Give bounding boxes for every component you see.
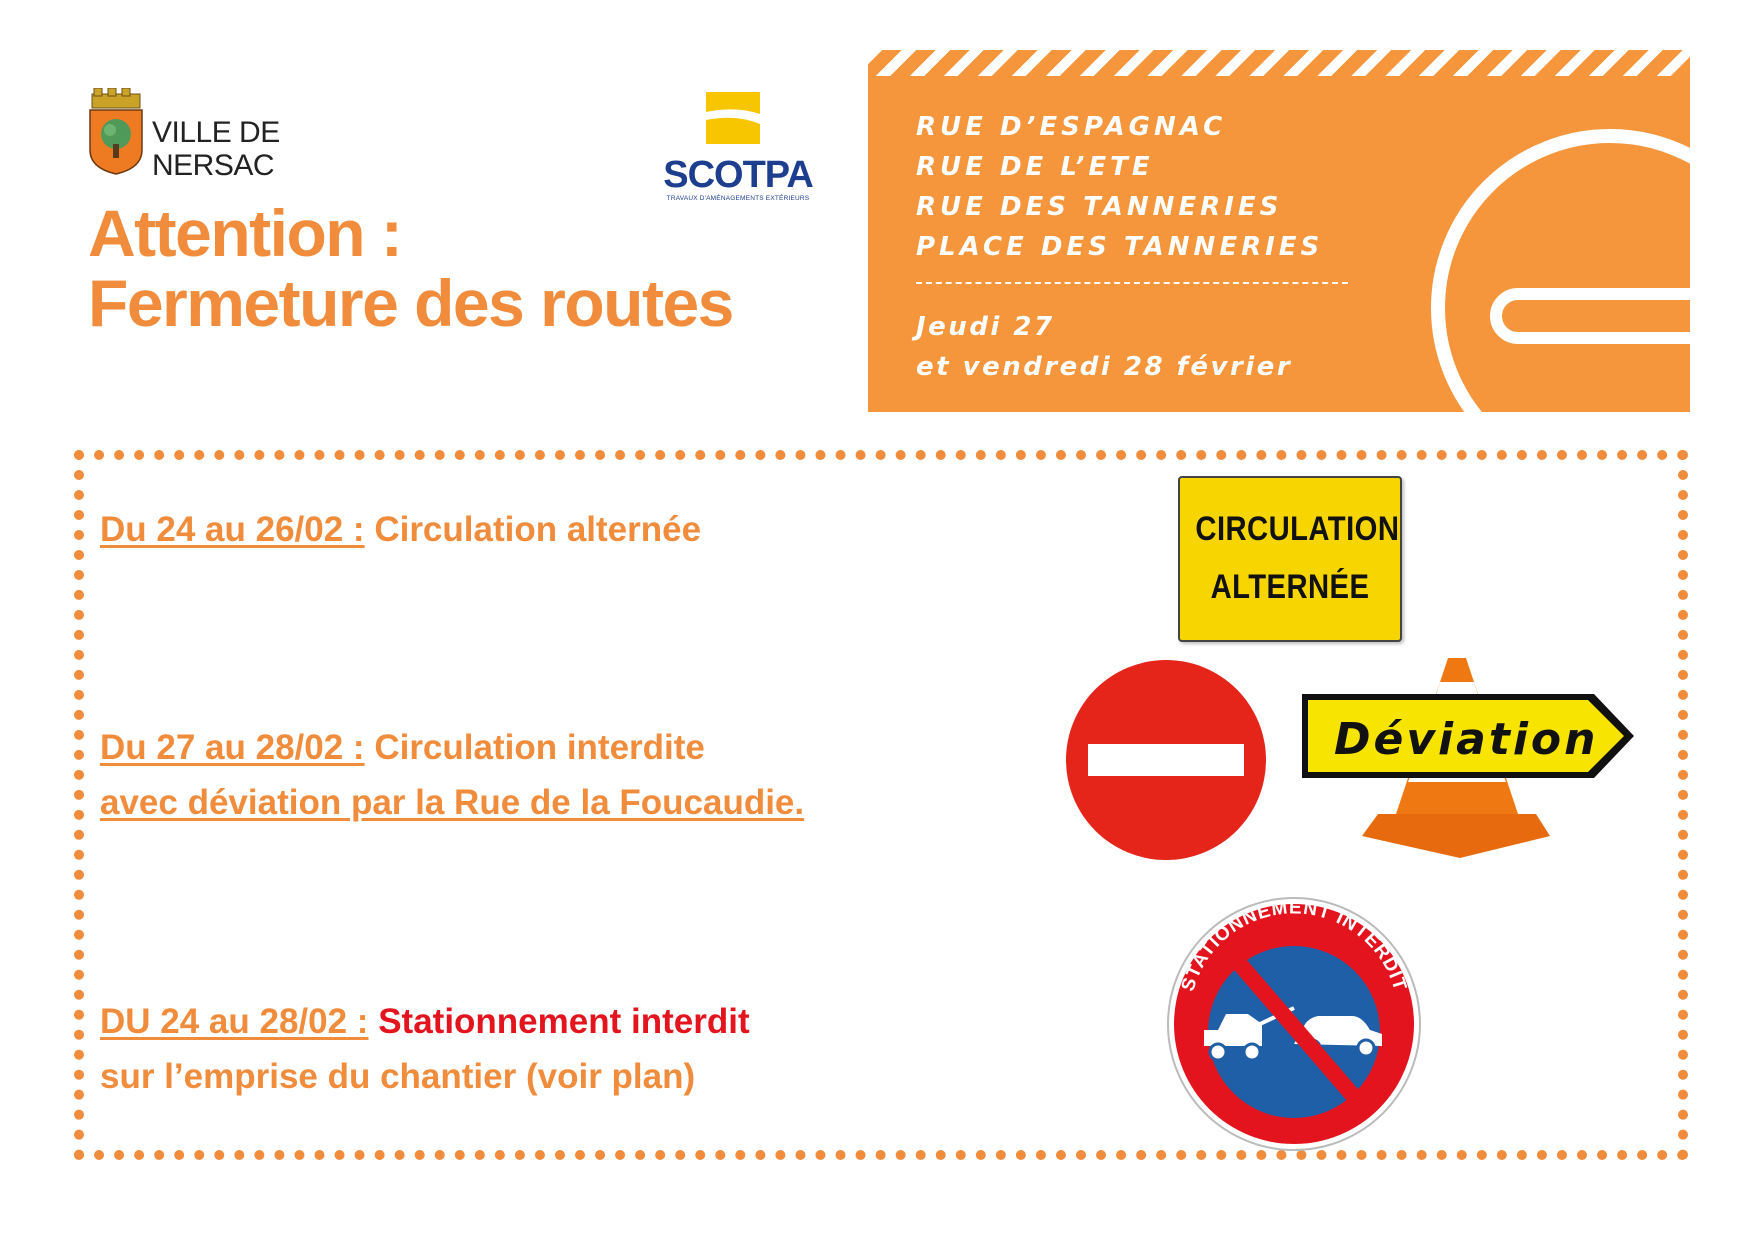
town-name	[152, 116, 280, 182]
closure-date-line-2: et vendredi 28 février	[916, 352, 1293, 382]
street-name: RUE DES TANNERIES	[916, 192, 1283, 222]
schedule-text: Stationnement interdit	[378, 1002, 750, 1041]
company-name: SCOTPA	[663, 154, 813, 196]
schedule-dates: DU 24 au 28/02 :	[100, 1002, 369, 1041]
schedule-entry-3	[100, 1002, 750, 1042]
svg-text:STATIONNEMENT INTERDIT	[1178, 897, 1411, 993]
schedule-dates: Du 27 au 28/02 :	[100, 728, 365, 767]
schedule-dates: Du 24 au 26/02 :	[100, 510, 365, 549]
sign-text-line-2: ALTERNÉE	[1210, 568, 1370, 606]
closure-info-panel	[868, 50, 1690, 412]
schedule-entry-3-continuation	[100, 1057, 695, 1097]
deviation-sign-label: Déviation	[1334, 714, 1599, 765]
schedule-continuation: sur l’emprise du chantier (voir plan)	[100, 1057, 696, 1096]
schedule-entry-2-continuation	[100, 783, 804, 823]
sign-text-line-1: CIRCULATION	[1195, 510, 1400, 548]
no-entry-sign-icon	[1064, 658, 1268, 862]
schedule-text: Circulation interdite	[374, 728, 705, 767]
alternating-traffic-sign	[1178, 476, 1402, 642]
schedule-continuation: avec déviation par la Rue de la Foucaudie.	[100, 783, 805, 822]
page-title-line-1: Attention :	[88, 196, 402, 270]
street-name: RUE D’ESPAGNAC	[916, 112, 1227, 142]
page-title-line-2: Fermeture des routes	[88, 266, 733, 340]
company-tagline: TRAVAUX D'AMÉNAGEMENTS EXTÉRIEURS	[666, 195, 810, 202]
no-parking-sign-label: STATIONNEMENT INTERDIT	[1177, 897, 1411, 994]
schedule-entry-2	[100, 728, 705, 768]
closure-date-line-1: Jeudi 27	[916, 312, 1055, 342]
no-parking-ring-text	[1166, 896, 1422, 1152]
street-name: PLACE DES TANNERIES	[916, 232, 1324, 262]
street-name: RUE DE L’ETE	[916, 152, 1154, 182]
schedule-text: Circulation alternée	[374, 510, 702, 549]
schedule-entry-1	[100, 510, 701, 550]
dashed-separator	[916, 282, 1348, 284]
town-name-line-2: NERSAC	[152, 149, 275, 182]
town-name-line-1: VILLE DE	[152, 116, 280, 149]
